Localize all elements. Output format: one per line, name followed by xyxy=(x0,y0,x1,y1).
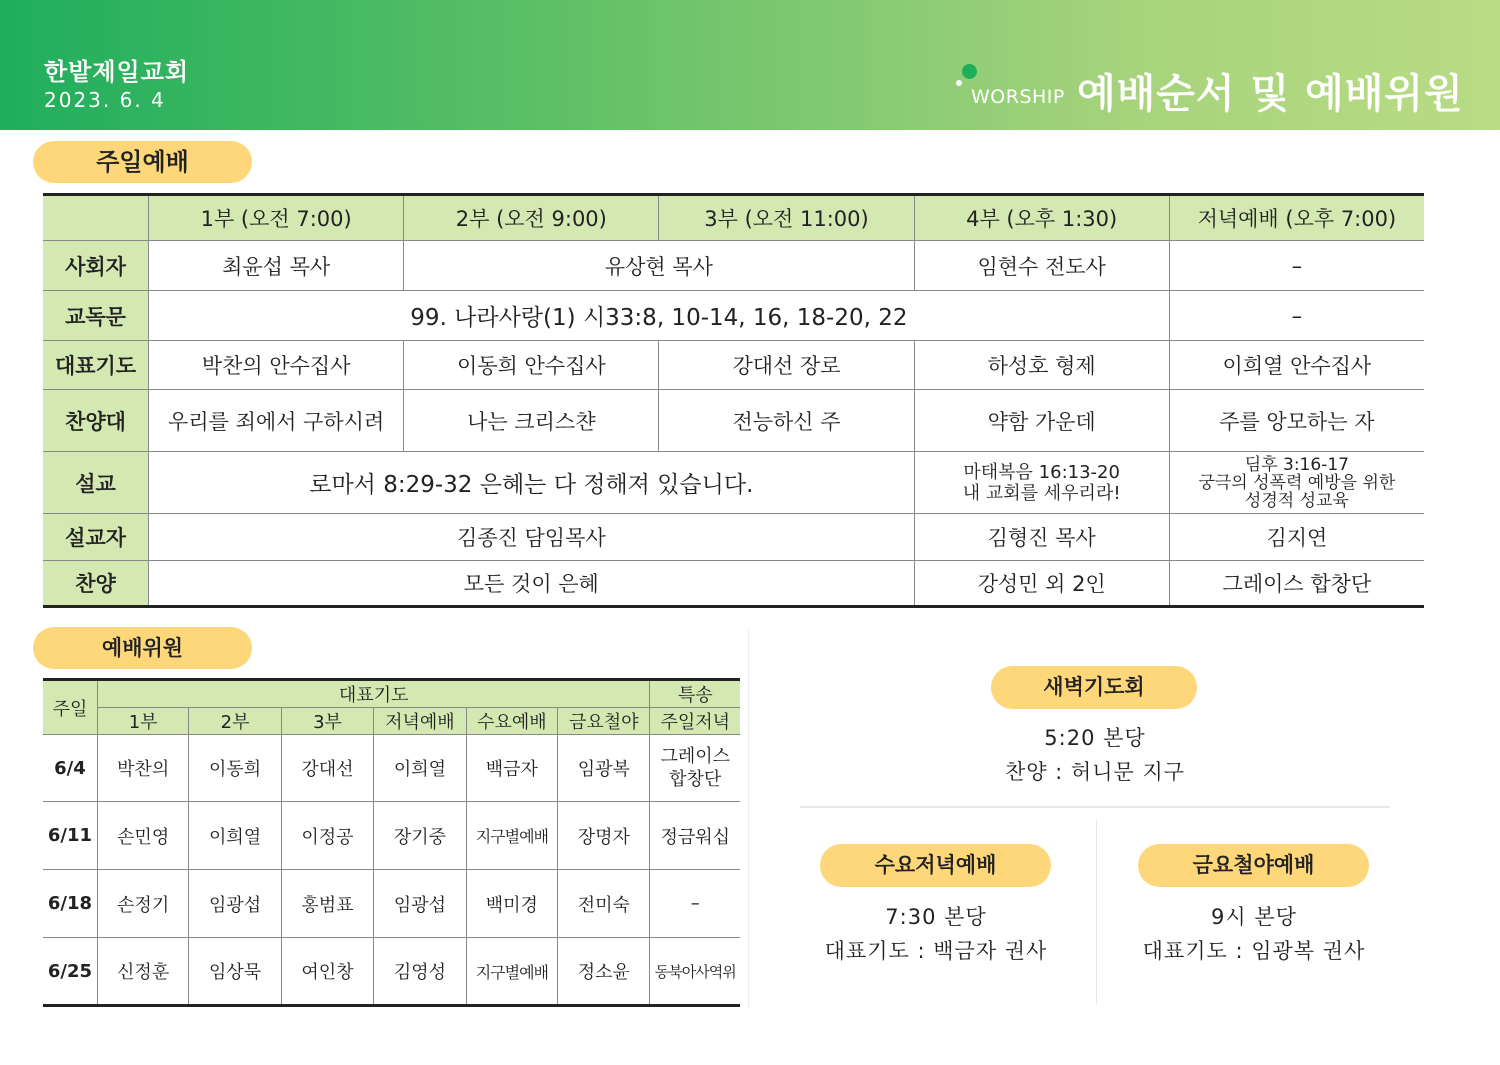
table-cell: 백미경 xyxy=(466,870,557,938)
table-cell: 우리를 죄에서 구하시려 xyxy=(149,390,404,452)
bulletin-date: 2023. 6. 4 xyxy=(44,88,166,112)
wednesday-service-info xyxy=(800,900,1072,968)
table-cell: 임광섭 xyxy=(374,870,466,938)
table-cell: 로마서 8:29-32 은혜는 다 정해져 있습니다. xyxy=(149,452,915,514)
row-label: 설교자 xyxy=(43,514,149,561)
section-title-committee: 예배위원 xyxy=(33,627,252,669)
table-cell: 박찬의 xyxy=(97,735,188,802)
info-line: 7:30 본당 xyxy=(885,905,987,929)
row-label: 사회자 xyxy=(43,241,149,291)
table-cell: 김종진 담임목사 xyxy=(149,514,915,561)
table-cell: 주를 앙모하는 자 xyxy=(1169,390,1424,452)
table-cell: 신정훈 xyxy=(97,938,188,1006)
table-row xyxy=(43,291,1424,341)
sermon-line: 딤후 3:16-17 xyxy=(1244,454,1349,475)
row-date: 6/11 xyxy=(43,802,97,870)
info-line: 5:20 본당 xyxy=(1044,726,1146,750)
table-cell: 전능하신 주 xyxy=(659,390,914,452)
divider xyxy=(1096,820,1097,1005)
row-label: 찬양대 xyxy=(43,390,149,452)
table-row xyxy=(43,390,1424,452)
table-row xyxy=(43,870,740,938)
dawn-prayer-title: 새벽기도회 xyxy=(991,666,1197,709)
row-label: 설교 xyxy=(43,452,149,514)
table-row xyxy=(43,561,1424,607)
column-header: 저녁예배 xyxy=(374,708,466,735)
section-title-sunday: 주일예배 xyxy=(33,141,252,183)
column-header: 2부 (오전 9:00) xyxy=(404,195,659,241)
table-cell: 이희열 xyxy=(189,802,281,870)
table-cell: 백금자 xyxy=(466,735,557,802)
table-cell: 장기중 xyxy=(374,802,466,870)
table-cell xyxy=(650,735,740,802)
table-cell: 홍범표 xyxy=(281,870,373,938)
table-cell: 여인창 xyxy=(281,938,373,1006)
table-cell: 정소윤 xyxy=(558,938,650,1006)
table-cell: 99. 나라사랑(1) 시33:8, 10-14, 16, 18-20, 22 xyxy=(149,291,1170,341)
table-cell: 장명자 xyxy=(558,802,650,870)
table-cell: 손정기 xyxy=(97,870,188,938)
table-cell: 임상묵 xyxy=(189,938,281,1006)
column-header: 3부 (오전 11:00) xyxy=(659,195,914,241)
table-cell: 약함 가운데 xyxy=(914,390,1169,452)
column-header: 1부 (오전 7:00) xyxy=(149,195,404,241)
column-header: 특송 xyxy=(650,680,740,708)
table-row xyxy=(43,341,1424,390)
row-date: 6/18 xyxy=(43,870,97,938)
column-header: 저녁예배 (오후 7:00) xyxy=(1169,195,1424,241)
row-date: 6/4 xyxy=(43,735,97,802)
header-corner xyxy=(43,195,149,241)
sermon-line: 성경적 성교육 xyxy=(1244,490,1349,511)
table-cell: 이동희 xyxy=(189,735,281,802)
column-header: 4부 (오후 1:30) xyxy=(914,195,1169,241)
table-cell: 이희열 안수집사 xyxy=(1169,341,1424,390)
table-row xyxy=(43,938,740,1006)
row-date: 6/25 xyxy=(43,938,97,1006)
table-cell: 김지연 xyxy=(1169,514,1424,561)
table-row xyxy=(43,452,1424,514)
info-line: 9시 본당 xyxy=(1211,905,1297,929)
table-cell: 최윤섭 목사 xyxy=(149,241,404,291)
dawn-prayer-info xyxy=(960,721,1230,789)
row-label: 찬양 xyxy=(43,561,149,607)
row-label: 대표기도 xyxy=(43,341,149,390)
special-line: 그레이스 xyxy=(660,746,731,767)
table-cell: 이동희 안수집사 xyxy=(404,341,659,390)
sunday-service-table xyxy=(43,193,1424,608)
column-header: 3부 xyxy=(281,708,373,735)
header-banner xyxy=(0,0,1500,130)
table-cell: 임광섭 xyxy=(189,870,281,938)
wednesday-service-title: 수요저녁예배 xyxy=(820,844,1051,887)
white-dot-icon xyxy=(956,80,962,86)
committee-table xyxy=(43,678,740,1007)
table-cell: 하성호 형제 xyxy=(914,341,1169,390)
info-line: 대표기도 : 임광복 권사 xyxy=(1142,939,1366,963)
column-header: 1부 xyxy=(97,708,188,735)
table-cell: 유상현 목사 xyxy=(404,241,914,291)
column-header: 주일 xyxy=(43,680,97,735)
table-cell: 이희열 xyxy=(374,735,466,802)
worship-label: WORSHIP xyxy=(971,86,1065,108)
table-cell xyxy=(1169,452,1424,514)
table-cell: 정금워십 xyxy=(650,802,740,870)
table-cell: 김형진 목사 xyxy=(914,514,1169,561)
green-dot-icon xyxy=(962,64,977,79)
table-cell: 임광복 xyxy=(558,735,650,802)
table-cell: 임현수 전도사 xyxy=(914,241,1169,291)
column-header: 대표기도 xyxy=(97,680,650,708)
sermon-line: 궁극의 성폭력 예방을 위한 xyxy=(1198,472,1396,493)
table-cell: 강대선 장로 xyxy=(659,341,914,390)
page-title: 예배순서 및 예배위원 xyxy=(1077,71,1464,117)
table-cell: 김영성 xyxy=(374,938,466,1006)
table-row xyxy=(43,802,740,870)
table-cell: 지구별예배 xyxy=(466,938,557,1006)
table-row xyxy=(43,735,740,802)
table-cell: 강성민 외 2인 xyxy=(914,561,1169,607)
sermon-line: 내 교회를 세우리라! xyxy=(962,482,1121,504)
table-cell: 전미숙 xyxy=(558,870,650,938)
table-cell: 나는 크리스챤 xyxy=(404,390,659,452)
friday-service-title: 금요철야예배 xyxy=(1138,844,1369,887)
info-line: 찬양 : 허니문 지구 xyxy=(1004,760,1186,784)
table-cell: 동북아사역위 xyxy=(650,938,740,1006)
info-line: 대표기도 : 백금자 권사 xyxy=(824,939,1048,963)
table-cell: 지구별예배 xyxy=(466,802,557,870)
table-cell: 그레이스 합창단 xyxy=(1169,561,1424,607)
table-cell: 모든 것이 은혜 xyxy=(149,561,915,607)
table-cell: – xyxy=(1169,291,1424,341)
column-header: 금요철야 xyxy=(558,708,650,735)
column-header: 2부 xyxy=(189,708,281,735)
row-label: 교독문 xyxy=(43,291,149,341)
table-cell: 손민영 xyxy=(97,802,188,870)
special-line: 합창단 xyxy=(669,769,722,790)
table-header-row xyxy=(43,680,740,708)
church-name: 한밭제일교회 xyxy=(44,58,190,86)
table-cell: – xyxy=(650,870,740,938)
table-header-row xyxy=(43,708,740,735)
table-cell: 강대선 xyxy=(281,735,373,802)
divider xyxy=(748,628,749,1008)
table-cell: 박찬의 안수집사 xyxy=(149,341,404,390)
divider xyxy=(800,806,1390,808)
table-row xyxy=(43,514,1424,561)
sermon-line: 마태복음 16:13-20 xyxy=(963,461,1120,483)
friday-service-info xyxy=(1118,900,1390,968)
column-header: 주일저녁 xyxy=(650,708,740,735)
table-header-row xyxy=(43,195,1424,241)
table-row xyxy=(43,241,1424,291)
table-cell: – xyxy=(1169,241,1424,291)
table-cell xyxy=(914,452,1169,514)
column-header: 수요예배 xyxy=(466,708,557,735)
table-cell: 이정공 xyxy=(281,802,373,870)
